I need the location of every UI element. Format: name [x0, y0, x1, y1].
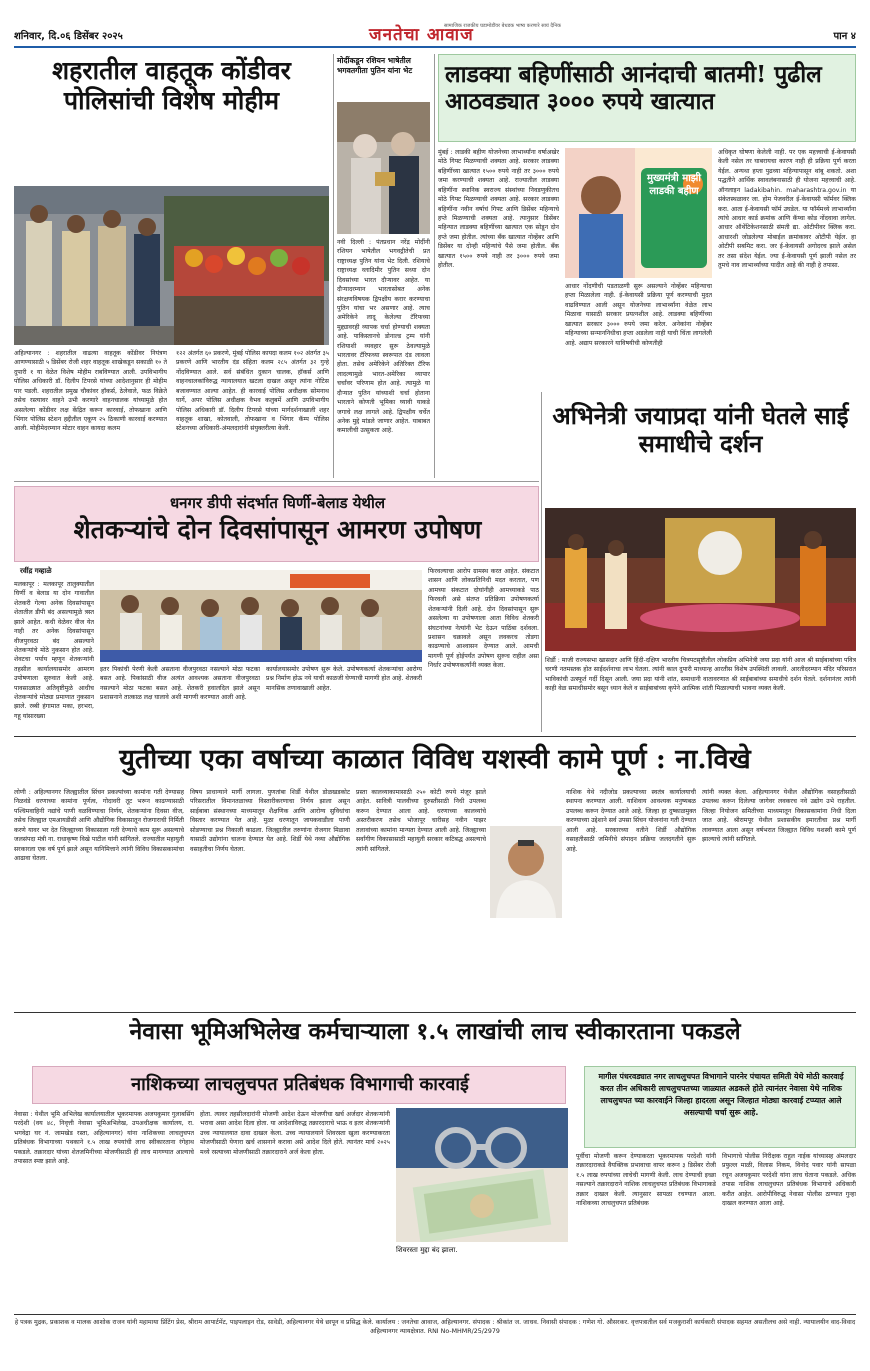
- page-number: पान ४: [833, 31, 856, 42]
- story-ladki-bahin-col2: आधार नोंदणीची पडताळणी सुरू असल्याने नोव्हेंबर महिन्याचा हप्ता मिळालेला नाही. ई-केवायसी प्रक्रिया पूर्ण करण्याची मुदत वाढविण्यात आली असून योजनेच्या लाभार्थ्यांना वेळेत लाभ मिळावा यासाठी सरकार प्रयत्नशील आहे. लाडक्या बहिणींच्या खात्यात सरकार ३००० रुपये जमा करेल. अनेकांना नोव्हेंबर महिन्याच्या सन्माननिधीचा हप्ता अडलेला नाही याची चिंता लागलेली आहे. अद्याप सरकारने याविषयीची कोणतीही: [565, 283, 712, 347]
- imprint-footer: हे पत्रक मुद्रक, प्रकाशक व मालक आशोक राजन यांनी महामाया प्रिंटिंग प्रेस, श्रीराम आपार्टमेंट, पाइपलाइन रोड, सावेडी, अहिल्यानगर येथे छापून व प्रसिद्ध केले. कार्यालय : जनतेचा आवाज, अहिल्यानगर. संपादक : श्रीकांत ज. जाधव. निवासी संपादक : गणेश गो. औसरकर. वृत्तपत्रातील सर्व मजकुराशी कार्यकारी संपादक सहमत असतीलच असे नाही. न्यायालयीन वाद-विवाद अहिल्यानगर न्यायक्षेत्रात. RNI No-MHMR/25/2979: [14, 1314, 856, 1364]
- police-drive-photo: [14, 186, 329, 345]
- story-hunger-strike-col1: मलकापूर : मलकापूर तालुक्यातील घिर्णी व बेलाड या दोन गावातील शेतकरी गेल्या अनेक दिवसांपासून शेतातील डीपी बंद असल्यामुळे त्रस्त झाले आहेत. कधी वेळेवर वीज येत नाही तर अनेक दिवसांपासून वीजपुरवठा बंद असल्याने शेतकऱ्यांचे मोठे नुकसान होत आहे. शेवटचा पर्याय म्हणून शेतकऱ्यांनी तहसील कार्यालयासमोर आमरण उपोषणाला सुरुवात केली आहे. पावसाळ्यात अतिवृष्टीमुळे आधीच शेतकऱ्यांचे मोठ्या प्रमाणात नुकसान झाले. रब्बी हंगामात मका, हरभरा, गहू यांसारख्या: [14, 581, 94, 720]
- story-modi-putin-headline: मोदींकडून रशियन भाषेतील भगवतगीता पुतिन यांना भेट: [337, 56, 413, 76]
- ladki-bahin-promo-image: [565, 148, 712, 278]
- ladki-bahin-image-title: मुख्यमंत्री माझी लाडकी बहीण: [647, 173, 701, 197]
- story-bribe-subhead: नाशिकच्या लाचलुचपत प्रतिबंधक विभागाची कारवाई: [131, 1074, 469, 1095]
- newspaper-logo: जनतेचा आवाज: [369, 25, 474, 45]
- story-ladki-bahin-banner: [438, 54, 856, 142]
- story-jayaprada-headline: अभिनेत्री जयाप्रदा यांनी घेतले साई समाधीचे दर्शन: [552, 401, 849, 459]
- story-hunger-strike-col4: फिरवल्याचा आरोप ग्रामस्थ करत आहेत. संकटात शासन आणि लोकप्रतिनिधी मदत करतात, पण आमच्या संकटात दोघांनीही आमच्याकडे पाठ फिरवली असे संतप्त प्रतिक्रिया उपोषणकर्त्या शेतकऱ्यांनी दिली आहे. दोन दिवसांपासून सुरू असलेल्या या उपोषणाला आता विविध शेतकरी संघटनांच्या नेत्यांनी भेट देऊन पाठिंबा दर्शवला. प्रशासन चक्रावले असून लवकरच तोडगा काढण्याचे आश्वासन देण्यात आले. आमची मागणी पूर्ण होईपर्यंत उपोषण सुरूच राहील असा निर्धार उपोषणकर्त्यांनी व्यक्त केला.: [428, 568, 539, 670]
- story-modi-putin-col1: नवी दिल्ली : पंतप्रधान नरेंद्र मोदींनी रशियन भाषेतील भगवद्गीतेची प्रत राष्ट्राध्यक्ष पुतिन यांना भेट दिली. रशियाचे राष्ट्राध्यक्ष व्लादिमीर पुतिन सध्या दोन दिवसांच्या भारत दौऱ्यावर आहेत. या दौऱ्यादरम्यान भारतासोबत अनेक संरक्षणविषयक द्विपक्षीय करार करण्याचा पुतिन यांचा भर असणार आहे. त्याच अमेरिकेने लादू केलेल्या टॅरिफच्या मुद्द्यावरही व्यापक चर्चा होण्याची शक्यता आहे. पाकिस्तानचे डोनाल्ड ट्रम्प यांनी रशियाशी व्यवहार सुरू ठेवल्यामुळे भारतावर टॅरिफच्या स्वरूपात दंड लावला होता. तसेच अमेरिकेने अतिरिक्त टॅरिफ लादल्यामुळे भारत-अमेरिका व्यापार चर्चांवर परिणाम होत आहे. त्यामुळे या दौऱ्यात पुतिन यांच्याशी चर्चा होताना भारताने कोणती भूमिका घ्यावी याकडे जगाचे लक्ष लागले आहे. द्विपक्षीय चर्चेत अनेक मुद्दे मांडले जाणार आहेत. याबाबत कमालीची उत्सुकता आहे.: [337, 239, 430, 435]
- story-hunger-strike-col3: कार्यालयासमोर उपोषण सुरू केले. उपोषणकर्त्या शेतकऱ्यांचा आरोग्य प्रश्न निर्माण होऊ नये याची काळजी घेण्याची मागणी होत आहे. शेतकरी मानसिक तणावाखाली आहेत.: [266, 666, 422, 692]
- story-traffic: [14, 54, 329, 478]
- story-bribe-sidebar-text: मागील पंधरवड्यात नगर लाचलुचपत विभागाने पारनेर पंचायत समिती येथे मोठी कारवाई करत तीन अधिकारी लाचलुचपतच्या जाळ्यात अडकले होते त्यानंतर नेवासा येथे नाशिक लाचलुचपत च्या कारवाईने जिल्हा हादरला असून जिल्हात मोठ्या कारवाई टप्प्यात आले असल्याची चर्चा सुरू आहे.: [598, 1072, 844, 1118]
- newspaper-tagline: सामाजिक राजकीय घडामोडींवर बेधडक भाष्य करणारे सायं दैनिक: [444, 23, 561, 29]
- bribe-photo-caption: शिवरस्ता मुद्दा बंद झाला.: [396, 1246, 458, 1254]
- story-bribe-headline: नेवासा भूमिअभिलेख कर्मचाऱ्याला १.५ लाखांची लाच स्वीकारताना पकडले: [129, 1018, 741, 1045]
- story-traffic-col1: अहिल्यानगर : शहरातील वाढत्या वाहतूक कोंडीवर नियंत्रण आणण्यासाठी ५ डिसेंबर रोजी शहर वाहतूक शाखेकडून सकाळी १० ते दुपारी १ या वेळेत विशेष मोहीम राबविण्यात आली. उपविभागीय पोलिस अधिकारी डॉ. दिलीप टिपरसे यांच्या आदेशानुसार ही मोहीम पार पडली. शहरातील प्रमुख चौकांवर हॉकर्स, ठेलेवाले, फळ विक्रेते तसेच रस्त्यावर वाहने उभी करणारे वाहनचालक यांच्यामुळे होत असलेल्या कोंडीवर लक्ष केंद्रित करून कारवाई, तोफखाना आणि भिंगार पोलिस स्टेशन हद्दीतील एकूण २५ ठिकाणी कारवाई करण्यात आली. मोहीमेदरम्यान मोटार वाहन कायदा कलम: [14, 350, 167, 433]
- story-hunger-strike-byline: रवींद्र गव्हाळे: [20, 567, 52, 575]
- story-ladki-bahin-headline: लाडक्या बहिणींसाठी आनंदाची बातमी! पुढील आठवड्यात ३००० रुपये खात्यात: [445, 61, 822, 116]
- story-hunger-strike-col2: इतर पिकांची पेरणी केली असताना वीजपुरवठा नसल्याने मोठा फटका बसत आहे. पिकांसाठी वीज अत्यंत आवश्यक असताना वीजपुरवठा नसल्याने मोठा फटका बसत आहे. शेतकरी हवालदिल झाले असून प्रशासनाने तात्काळ लक्ष घालावे अशी मागणी करण्यात आली आहे.: [100, 666, 260, 702]
- vikhe-portrait: [490, 826, 562, 918]
- story-vikhe-col2: विषय प्राधान्याने मार्गी लागला. पुणतांबा शिर्डी येथील डोळखडकोट परिसरातील विमानतळाच्या विस्तारीकरणाचा निर्णय झाला असून साईबाबा संस्थानच्या माध्यमातून शैक्षणिक आणि आरोग्य सुविधांचा विस्तार करण्यात येत आहे. मुळा धरणातून जायकवाडीला पाणी सोडण्याचा प्रश्न निकाली काढला. जिल्ह्यातील तरुणांना रोजगार मिळावा यासाठी उद्योगांना चालना देण्यात येत आहे. शिर्डी येथे नव्या औद्योगिक वसाहतीचा निर्णय घेतला.: [190, 789, 350, 853]
- bribe-handcuffs-photo: [396, 1108, 568, 1242]
- story-jayaprada-caption: शिर्डी : माजी राज्यसभा खासदार आणि हिंदी-दक्षिण भारतीय चित्रपटसृष्टीतील लोकप्रिय अभिनेत्री जया प्रदा यांनी आज श्री साईबाबांच्या पवित्र चरणी नतमस्तक होत साईदर्शनाचा लाभ घेतला. त्यांनी काल दुपारी माध्यान्ह आरतीस विशेष उपस्थिती लावली. आरतीदरम्यान मंदिर परिसरात भाविकांची उत्स्फूर्त गर्दी दिसून आली. जया प्रदा यांनी शांत, समाधानी वातावरणात श्री साईबाबांच्या समाधीचे दर्शन घेतले. दर्शनानंतर त्यांनी काही वेळ समाधीसमोर बसून ध्यान केले व साईबाबांच्या कृपेने आत्मिक शांती मिळाल्याची भावना व्यक्त केली.: [545, 657, 856, 693]
- masthead: [14, 22, 856, 48]
- story-bribe-col1: नेवासा : येथील भूमि अभिलेख कार्यालयातील भूकरमापक अजयकुमार गुलाबसिंग परदेशी (वय ४८, निवृत्ती नेवासा भूमिअभिलेख, उपअधीक्षक कार्यालय, रा. भगवेद्रा घर नं. जामखेड रस्ता, अहिल्यानगर) यांना नाशिकच्या लाचलुचपत प्रतिबंधक विभागाच्या पथकाने १.५ लाख रुपयांची लाच स्वीकारताना रंगेहाथ पकडले. तक्रारदार यांच्या शेतजमिनीच्या मोजणीसाठी ही लाच मागण्यात आल्याचे तपासात स्पष्ट झाले आहे.: [14, 1111, 194, 1166]
- story-vikhe-col1: लोणी : अहिल्यानगर जिल्ह्यातील सिंचन प्रकल्पांच्या कामांना गती देण्यासह निळवंडे धरणाच्या कामांना पूर्णत्व, गोदावरी तूट भरून काढण्यासाठी पश्चिमवाहिनी नद्यांचे पाणी वळविण्याचा निर्णय, शेतकऱ्यांना दिवसा वीज, तसेच जिल्ह्यात एमआयडीसी आणि औद्योगिक विकासातून रोजगाराची निर्मिती करणे यावर भर देत जिल्ह्याच्या विकासाला गती देण्याचे काम सुरू असल्याचे जलसंपदा मंत्री ना. राधाकृष्ण विखे पाटील यांनी सांगितले. राज्यातील महायुती सरकारला एक वर्ष पूर्ण झाले असून यानिमित्ताने त्यांनी विविध विकासकामांचा आढावा घेतला.: [14, 789, 184, 862]
- story-vikhe-col4: नाशिक येथे नदीजोड प्रकल्पाच्या स्वतंत्र कार्यालयाची स्थापना करण्यात आली. याशिवाय आवश्यक मनुष्यबळ उपलब्ध करून देण्यात आले आहे. जिल्हा हा दुष्काळमुक्त करण्याच्या उद्देशाने सर्व उपसा सिंचन योजनांना गती देण्यात आली आहे. सरकारच्या वतीने शिर्डी औद्योगिक वसाहतीसाठी जमिनीचे संपादन प्रक्रिया जलदगतीने सुरू आहे.: [566, 789, 696, 853]
- story-ladki-bahin-col3: अधिकृत घोषणा केलेली नाही. पर एक महत्त्वाची ई-केवायसी केली नसेल तर घाबरायचा कारण नाही ही प्रक्रिया पूर्ण करता येईल. अन्यथा हप्ता पुढच्या महिन्यापासून थांबू शकतो. अशा पद्धतीने आर्थिक स्वावलंबनासाठी ही योजना महत्त्वाची आहे. ऑनलाइन ladakibahin. maharashtra.gov.in या संकेतस्थळावर जा. होम पेजवरील ई-केवायसी फॉर्मवर क्लिक करा. आता ई-केवायसी फॉर्म उघडेल. या फॉर्ममध्ये लाभार्थ्यांना त्यांचे आधार कार्ड क्रमांक आणि कॅप्चा कोड नोंदवावा लागेल. आधार ऑथेंटिकेशनसाठी संमती द्या. ओटीपीवर क्लिक करा. आधारशी जोडलेल्या मोबाईल क्रमांकावर ओटीपी येईल. हा ओटीपी सबमिट करा. जर ई-केवायसी अगोदरच झाले असेल तर तसा संदेश येईल. ज्या ई-केवायसी पूर्ण झाली नसेल तर तुमचे नाव लाभार्थ्यांच्या यादीत आहे की नाही हे तपासा.: [718, 149, 856, 270]
- story-hunger-strike-kicker: धनगर डीपी संदर्भात घिर्णी-बेलाड येथील: [169, 494, 386, 512]
- story-vikhe-col3: प्रस्ता कालव्याकामासाठी २५० कोटी रुपये मंजूर झाले आहेत. सावित्री पालवीच्या दुरुस्तीसाठी निधी उपलब्ध करून देण्यात आला आहे. धरणाच्या कालव्यांचे अस्तरीकरण तसेच भोजापूर चारीसह नवीन पाझर तलावांच्या कामांना मान्यता देण्यात आली आहे. जिल्ह्याच्या सर्वांगीण विकासासाठी महायुती सरकार कटिबद्ध असल्याचे त्यांनी सांगितले.: [356, 789, 486, 853]
- story-vikhe-headline: युतीच्या एका वर्षाच्या काळात विविध यशस्वी कामे पूर्ण : ना.विखे: [119, 744, 751, 775]
- story-traffic-col2: १२२ अंतर्गत ६० प्रकरणे, मुंबई पोलिस कायदा कलम १०२ अंतर्गत ३५ प्रकरणे आणि भारतीय दंड संहिता कलम २८५ अंतर्गत ३२ गुन्हे नोंदविण्यात आले. सर्व संबंधित दुकान चालक, हॉकर्स आणि वाहनचालकांविरुद्ध न्यायालयात खटला दाखल असून त्यांना नोटिस बजावण्यात आल्या आहेत. ही कारवाई पोलिस अधीक्षक सोमनाथ घार्गे, अपर पोलिस अधीक्षक वैभव कलुबर्मे आणि उपविभागीय पोलिस अधिकारी डॉ. दिलीप टिपरसे यांच्या मार्गदर्शनाखाली शहर वाहतूक शाखा, कोतवाली, तोफखाना व भिंगार कॅम्प पोलिस स्टेशनच्या अधिकारी-अंमलदारांनी संयुक्तरीत्या केली.: [176, 350, 329, 433]
- issue-date: शनिवार, दि.०६ डिसेंबर २०२५: [14, 31, 123, 42]
- hunger-strike-photo: [100, 570, 422, 662]
- story-hunger-strike-headline: शेतकऱ्यांचे दोन दिवसांपासून आमरण उपोषण: [73, 515, 482, 544]
- story-bribe-col2: होता. त्यावर तहसीलदारांनी मोजणी आदेश देऊन मोजणीचा खर्च अर्जदार शेतकऱ्यांनी भरावा असा आदेश दिला होता. या आदेशाविरुद्ध तक्रारदाराचे भाऊ व इतर शेतकऱ्यांनी उच्च न्यायालयात दावा दाखल केला. उच्च न्यायालयाने शिवरस्ता खुला करण्याकरता मोजणीसाठी येणारा खर्च शासनाने करावा असे आदेश दिले होते. त्यानंतर मार्च २०२५ मध्ये रस्त्याच्या मोजणीसाठी तक्रारदाराने अर्ज केला होता.: [200, 1111, 390, 1156]
- story-bribe-col4: विभागाचे पोलीस निरीक्षक राहुल नाईक यांच्यासह अंमलदार प्रफुल्ल माळी, विलास निकम, विनोद पवार यांनी सापळा रचून अजयकुमार परदेशी यांना लाच घेताना पकडले. अधिक तपास नाशिक लाचलुचपत प्रतिबंधक विभागाचे अधिकारी करीत आहेत. आरोपीविरुद्ध नेवासा पोलीस ठाण्यात गुन्हा दाखल करण्यात आला आहे.: [722, 1153, 856, 1208]
- story-ladki-bahin-col1: मुंबई : लाडकी बहीण योजनेच्या लाभार्थ्यांना वर्षाअखेर मोठे गिफ्ट मिळण्याची शक्यता आहे. सरकार लाडक्या बहिणींच्या खात्यात १५०० रुपये नाही तर ३००० रुपये जमा करण्याची शक्यता आहे. राज्यातील लाडक्या बहिणींना स्थानिक स्वराज्य संस्थांच्या निवडणुकीतच मोठे गिफ्ट मिळण्याची शक्यता आहे. सरकार लाडक्या बहिणींना नवीन वर्षाचं गिफ्ट आणि डिसेंबर महिन्याचे हप्ते मिळण्याची शक्यता आहे. त्यानुसार डिसेंबर महिन्यात लाडक्या बहिणींच्या खात्यात एक सोडून दोन हप्ते जमा होतील. त्यांच्या बँक खात्यात नोव्हेंबर आणि डिसेंबर या दोन्ही महिन्यांचे पैसे जमा होतील. बँक खात्यात १५०० रुपये नाही तर ३००० रुपये जमा होतील.: [438, 149, 559, 270]
- modi-putin-photo: [337, 102, 430, 234]
- story-vikhe-col5: त्यांनी व्यक्त केला. अहिल्यानगर येथील औद्योगिक वसाहतीसाठी उपलब्ध करून दिलेल्या जागेवर लवकरच नवे उद्योग उभे राहतील. जिल्हा नियोजन समितीच्या माध्यमातून विकासकामांना निधी दिला जात आहे. श्रीरामपूर येथील प्रशासकीय इमारतीचा प्रश्न मार्गी लावण्यात आला असून वर्षभरात जिल्ह्यात विविध यशस्वी कामे पूर्ण झाल्याचे त्यांनी सांगितले.: [702, 789, 856, 844]
- story-bribe-col3: पूर्वीचा मोजणी करून देण्याकरता भूकरमापक परदेशी यांनी तक्रारदाराकडे वैयक्तिक प्रभावाचा वापर करून ३ डिसेंबर रोजी १.५ लाख रुपयांच्या लाचेची मागणी केली. लाच देण्याची इच्छा नसल्याने तक्रारदाराने नाशिक लाचलुचपत प्रतिबंधक विभागाकडे तक्रार दाखल केली. त्यानुसार सापळा रचण्यात आला. नाशिकच्या लाचलुचपत प्रतिबंधक: [576, 1153, 716, 1208]
- story-bribe-sidebar: [584, 1066, 856, 1148]
- story-traffic-headline: शहरातील वाहतूक कोंडीवर पोलिसांची विशेष मोहीम: [52, 56, 291, 115]
- story-hunger-strike-banner: [14, 486, 539, 562]
- sai-samadhi-photo: [545, 508, 856, 651]
- story-bribe-subhead-box: [32, 1066, 566, 1104]
- story-modi-putin: [337, 54, 430, 478]
- story-jayaprada: [545, 396, 856, 732]
